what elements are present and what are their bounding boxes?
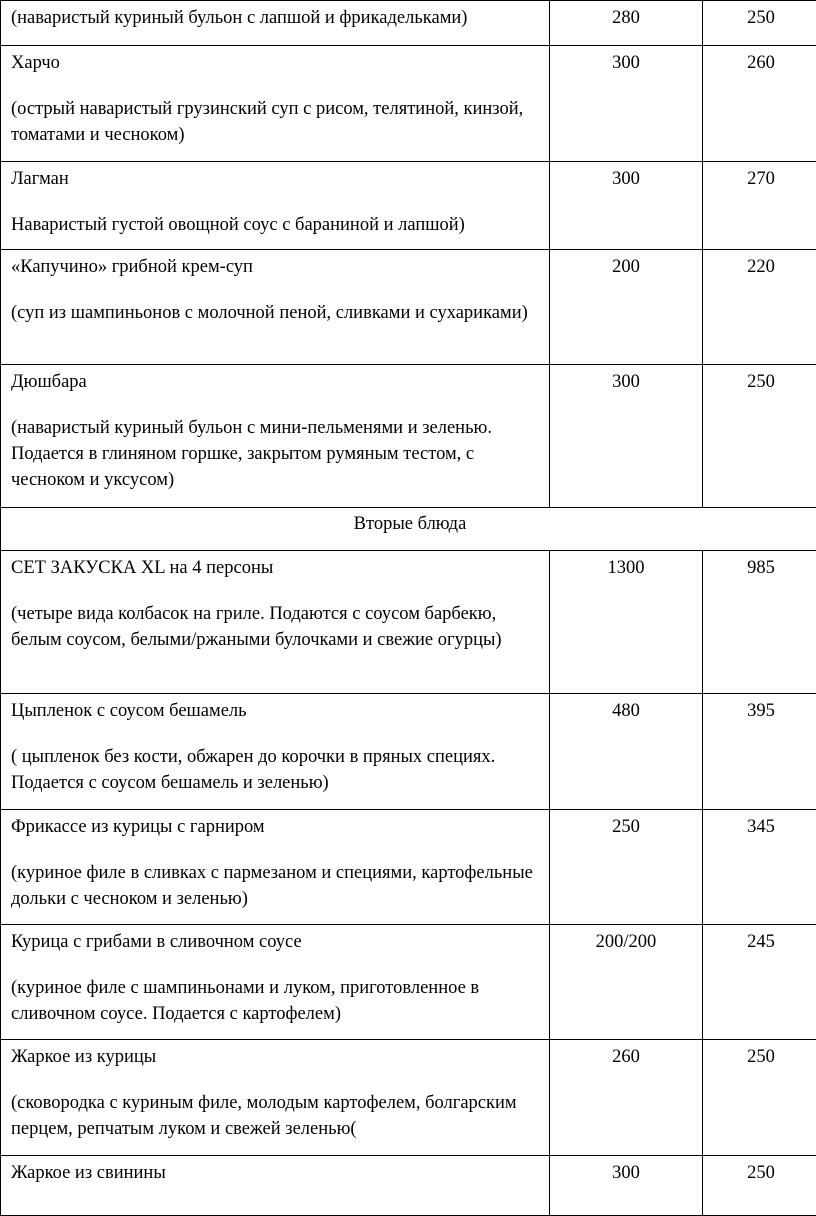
price-cell (703, 694, 816, 810)
dish-cell (1, 925, 550, 1040)
weight-cell (550, 694, 703, 810)
weight-cell (550, 810, 703, 925)
dish-price: 250 (703, 365, 816, 395)
price-cell (703, 365, 816, 508)
dish-price: 245 (703, 925, 816, 955)
dish-price: 250 (703, 1156, 816, 1186)
dish-weight: 1300 (550, 551, 702, 581)
dish-price: 220 (703, 250, 816, 280)
weight-cell (550, 250, 703, 365)
weight-cell (550, 365, 703, 508)
dish-cell (1, 46, 550, 162)
dish-name: «Капучино» грибной крем-суп (11, 254, 543, 280)
price-cell (703, 551, 816, 694)
dish-description: Наваристый густой овощной соус с бараниной и лапшой) (11, 212, 543, 238)
dish-name: Курица с грибами в сливочном соусе (11, 929, 543, 955)
dish-cell (1, 1156, 550, 1216)
weight-cell (550, 46, 703, 162)
price-cell (703, 925, 816, 1040)
dish-price: 250 (703, 1, 816, 31)
price-cell (703, 46, 816, 162)
dish-cell (1, 250, 550, 365)
dish-weight: 250 (550, 810, 702, 840)
dish-price: 250 (703, 1040, 816, 1070)
weight-cell (550, 1156, 703, 1216)
dish-weight: 200/200 (550, 925, 702, 955)
dish-weight: 200 (550, 250, 702, 280)
weight-cell (550, 925, 703, 1040)
dish-description: (куриное филе в сливках с пармезаном и специями, картофельные дольки с чесноком и зеленью) (11, 860, 543, 912)
dish-name: Жаркое из курицы (11, 1044, 543, 1070)
dish-weight: 480 (550, 694, 702, 724)
weight-cell (550, 551, 703, 694)
weight-cell (550, 1, 703, 46)
dish-name: Фрикассе из курицы с гарниром (11, 814, 543, 840)
weight-cell (550, 162, 703, 250)
menu-row (1, 162, 816, 250)
dish-description: (наваристый куриный бульон с мини-пельменями и зеленью. Подается в глиняном горшке, закрытом румяным тестом, с чесноком и уксусом) (11, 415, 543, 493)
dish-cell (1, 1040, 550, 1156)
dish-weight: 300 (550, 162, 702, 192)
menu-row (1, 810, 816, 925)
dish-name: Харчо (11, 50, 543, 76)
menu-row (1, 694, 816, 810)
dish-name: СЕТ ЗАКУСКА XL на 4 персоны (11, 555, 543, 581)
menu-row (1, 551, 816, 694)
dish-name: Дюшбара (11, 369, 543, 395)
dish-cell (1, 694, 550, 810)
menu-row (1, 1156, 816, 1216)
dish-cell (1, 551, 550, 694)
dish-description: (сковородка с куриным филе, молодым картофелем, болгарским перцем, репчатым луком и свежей зеленью( (11, 1090, 543, 1142)
dish-cell (1, 1, 550, 46)
dish-price: 270 (703, 162, 816, 192)
dish-name: Жаркое из свинины (11, 1160, 543, 1186)
price-cell (703, 1, 816, 46)
section-title: Вторые блюда (1, 508, 816, 537)
price-cell (703, 250, 816, 365)
dish-name: Цыпленок с соусом бешамель (11, 698, 543, 724)
dish-weight: 280 (550, 1, 702, 31)
price-cell (703, 1040, 816, 1156)
section-row (1, 508, 816, 551)
dish-price: 260 (703, 46, 816, 76)
dish-description: (четыре вида колбасок на гриле. Подаются с соусом барбекю, белым соусом, белыми/ржаными булочками и свежие огурцы) (11, 601, 543, 653)
dish-description: (острый наваристый грузинский суп с рисом, телятиной, кинзой, томатами и чесноком) (11, 96, 543, 148)
price-cell (703, 162, 816, 250)
dish-name: Лагман (11, 166, 543, 192)
menu-row (1, 1040, 816, 1156)
dish-price: 395 (703, 694, 816, 724)
menu-row (1, 365, 816, 508)
dish-description: (куриное филе с шампиньонами и луком, приготовленное в сливочном соусе. Подается с картофелем) (11, 975, 543, 1027)
dish-cell (1, 365, 550, 508)
section-cell (1, 508, 816, 551)
dish-description: (суп из шампиньонов с молочной пеной, сливками и сухариками) (11, 300, 543, 326)
menu-row (1, 1, 816, 46)
weight-cell (550, 1040, 703, 1156)
dish-cell (1, 810, 550, 925)
dish-price: 985 (703, 551, 816, 581)
price-cell (703, 1156, 816, 1216)
menu-row (1, 250, 816, 365)
menu-row (1, 925, 816, 1040)
menu-row (1, 46, 816, 162)
dish-weight: 260 (550, 1040, 702, 1070)
dish-weight: 300 (550, 1156, 702, 1186)
dish-price: 345 (703, 810, 816, 840)
dish-description: ( цыпленок без кости, обжарен до корочки в пряных специях. Подается с соусом бешамель и зеленью) (11, 744, 543, 796)
dish-weight: 300 (550, 365, 702, 395)
dish-cell (1, 162, 550, 250)
dish-weight: 300 (550, 46, 702, 76)
dish-description: (наваристый куриный бульон с лапшой и фрикадельками) (11, 5, 543, 31)
price-cell (703, 810, 816, 925)
